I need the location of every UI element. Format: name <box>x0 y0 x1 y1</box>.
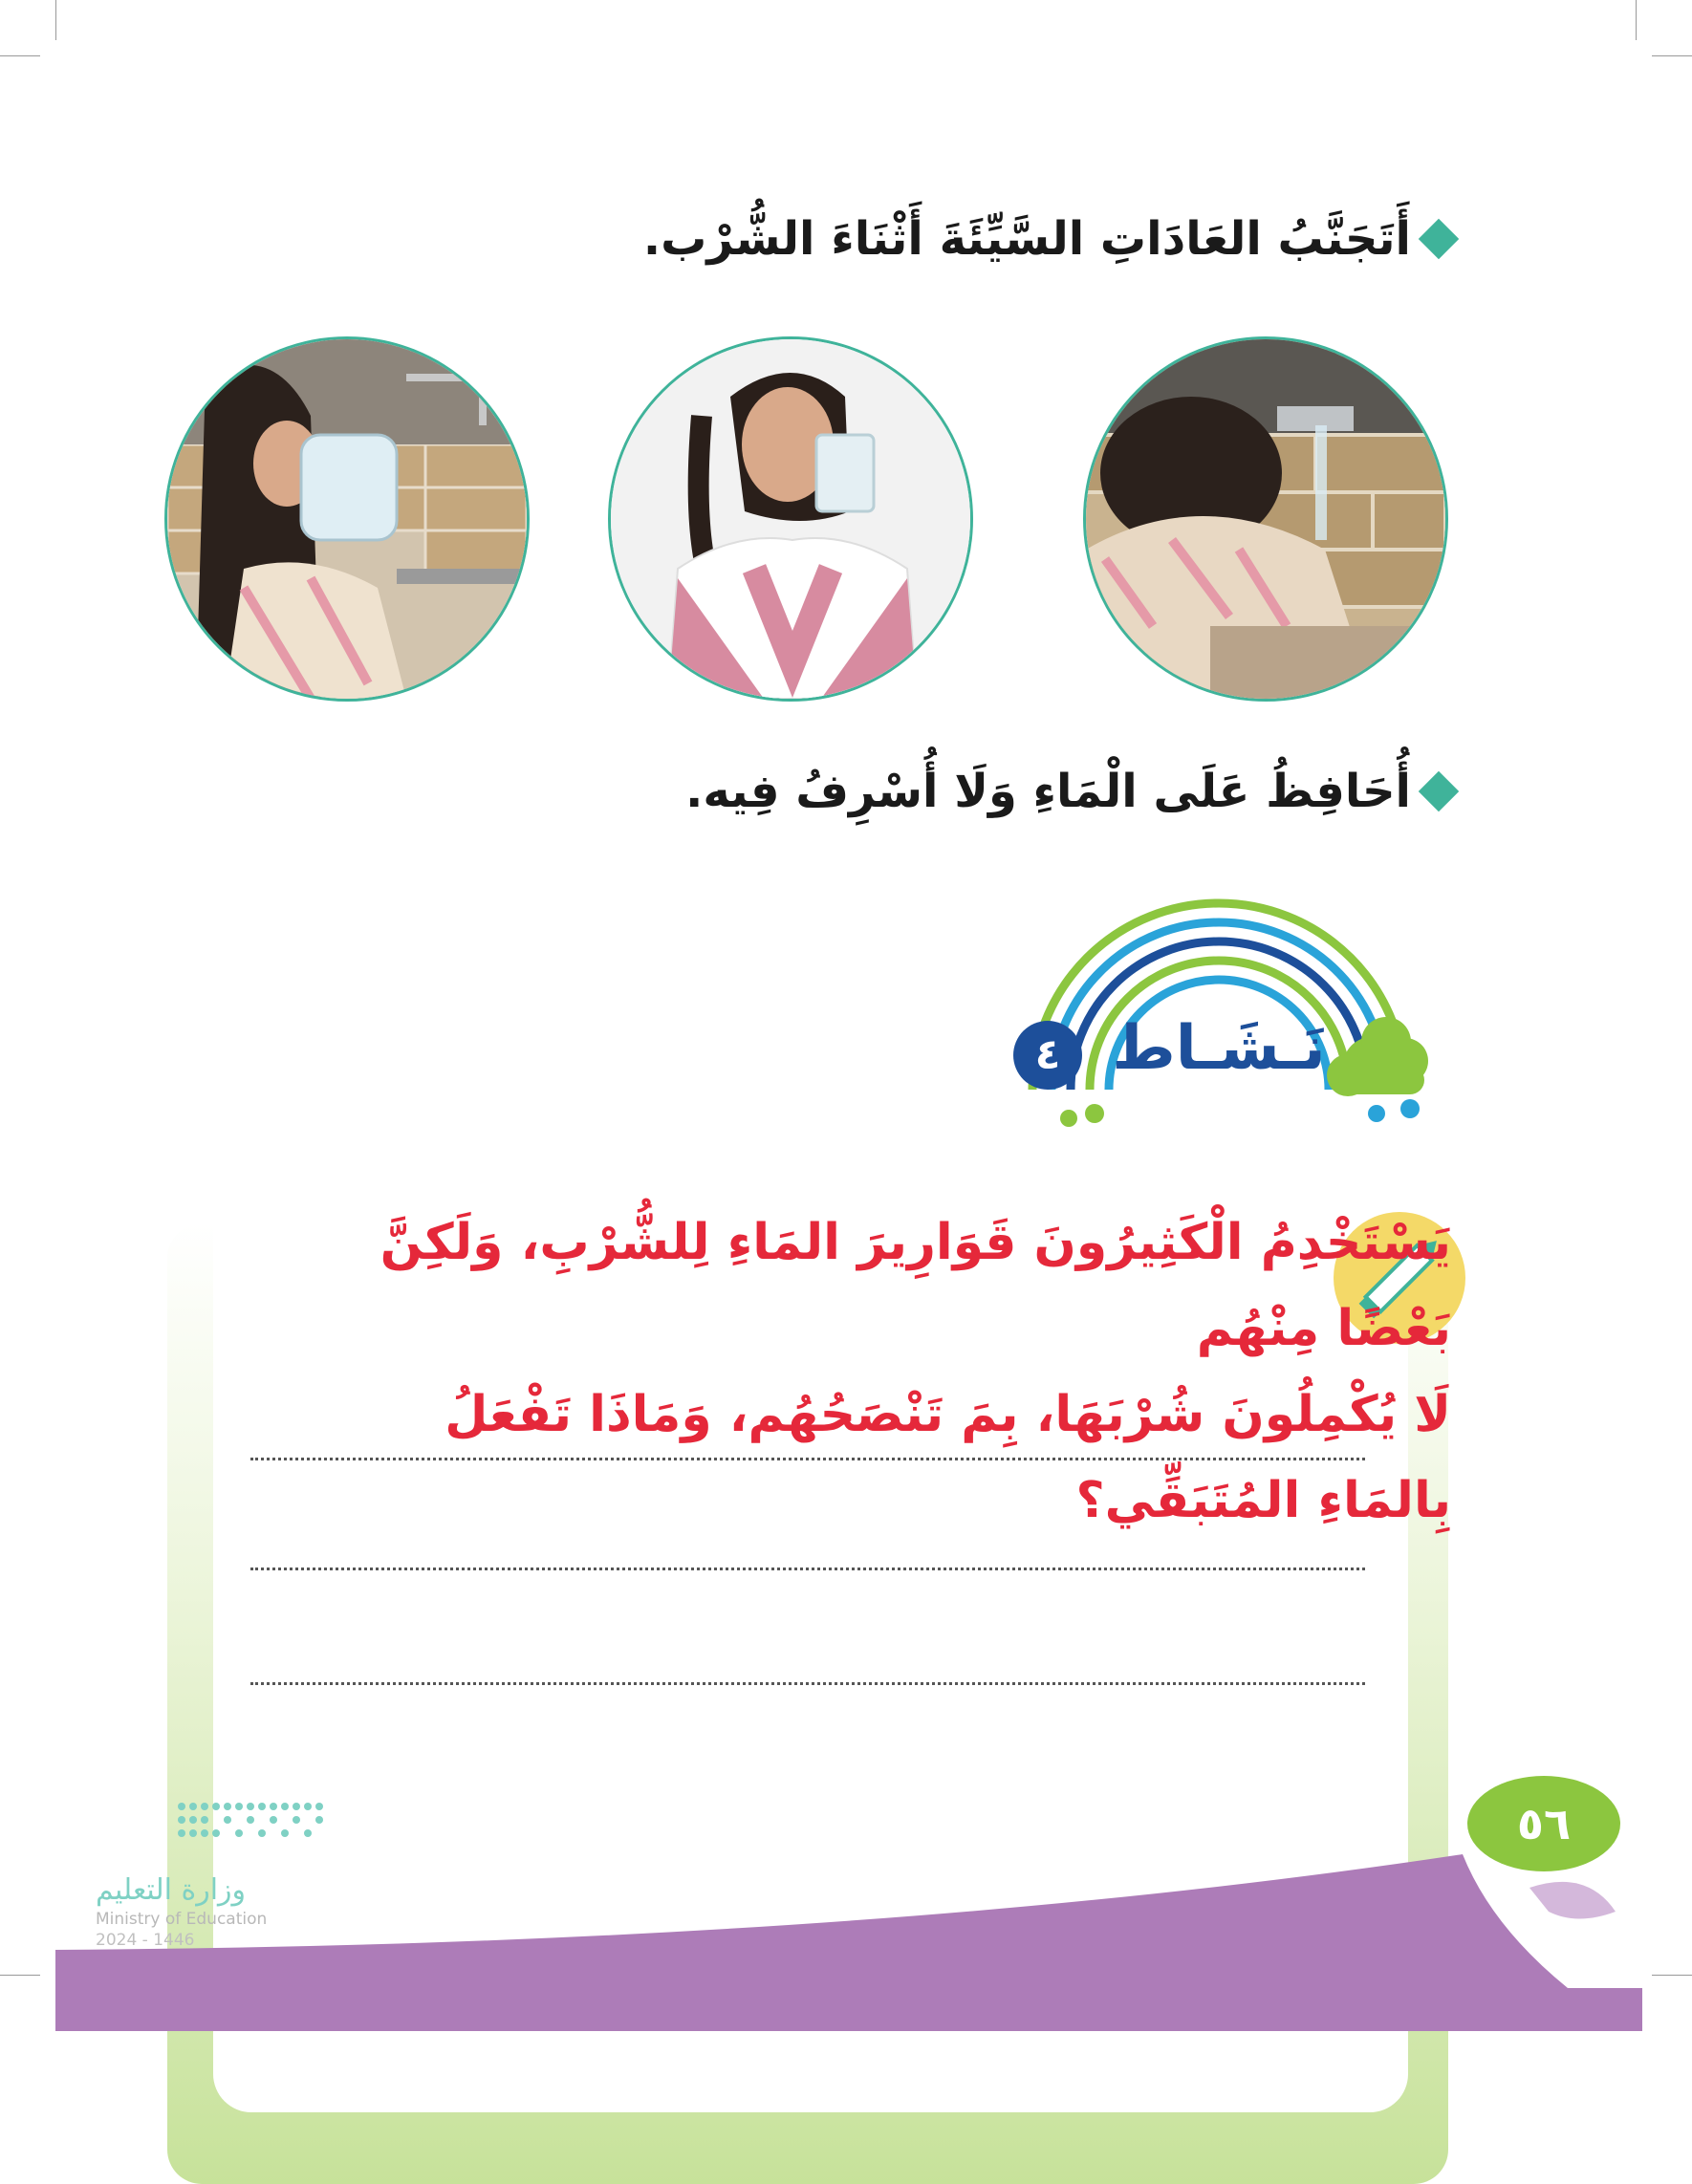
answer-line-3[interactable] <box>250 1682 1365 1685</box>
answer-line-2[interactable] <box>250 1568 1365 1570</box>
activity-question <box>304 1200 1451 1544</box>
flower-icon <box>1060 1104 1104 1127</box>
bullet-avoid-bad-habits <box>643 212 1453 266</box>
edition-year: 2024 - 1446 <box>96 1931 195 1950</box>
answer-line-1[interactable] <box>250 1458 1365 1460</box>
question-line-2: لَا يُكْمِلُونَ شُرْبَهَا، بِمَ تَنْصَحُهُم، وَمَاذَا تَفْعَلُ بِالمَاءِ المُتَبَقِّي؟ <box>445 1386 1451 1529</box>
activity-number: ٤ <box>1034 1030 1061 1079</box>
tap-photo-illustration <box>1086 339 1445 699</box>
photo-girl-drinking-from-tap <box>1083 336 1448 702</box>
photo-girl-drinking-from-glass <box>608 336 973 702</box>
glass-photo-illustration <box>611 339 970 699</box>
crop-mark-tl-h <box>0 55 40 56</box>
flower-icon <box>1368 1099 1420 1122</box>
crop-mark-tr-h <box>1652 55 1692 56</box>
page-number-badge <box>1467 1776 1620 1871</box>
question-line-1: يَسْتَخْدِمُ الْكَثِيرُونَ قَوَارِيرَ المَاءِ لِلشُّرْبِ، وَلَكِنَّ بَعْضًا مِنْهُم <box>380 1214 1451 1357</box>
bullet-diamond-icon <box>1419 219 1459 259</box>
photo-girl-drinking-from-bottle <box>164 336 530 702</box>
activity-title: نَـشَـاط <box>1112 1013 1326 1084</box>
ministry-logo-dots-icon <box>172 1797 335 1864</box>
page-number: ٥٦ <box>1516 1798 1572 1849</box>
crop-mark-tr-v <box>1636 0 1637 40</box>
bullet-text: أُحَافِظُ عَلَى الْمَاءِ وَلَا أُسْرِفُ فِيه. <box>685 765 1411 818</box>
bullet-diamond-icon <box>1419 771 1459 811</box>
crop-mark-tl-v <box>55 0 56 40</box>
bullet-conserve-water <box>685 765 1453 818</box>
bottle-photo-illustration <box>167 339 527 699</box>
ministry-name-arabic: وزارة التعليم <box>96 1873 247 1907</box>
ministry-name-english: Ministry of Education <box>96 1910 268 1929</box>
activity-number-badge <box>1013 1021 1082 1090</box>
cloud-icon <box>1327 1017 1428 1096</box>
bullet-text: أَتَجَنَّبُ العَادَاتِ السَّيِّئَةَ أَثْنَاءَ الشُّرْب. <box>642 212 1411 266</box>
